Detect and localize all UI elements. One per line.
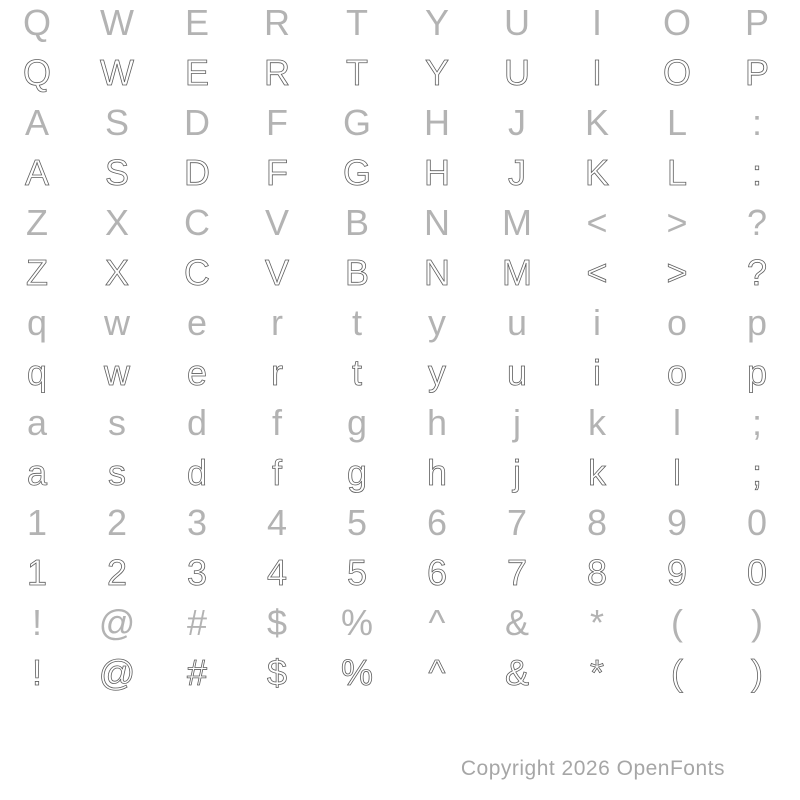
glyph-row bbox=[0, 648, 800, 698]
glyph-cell: y bbox=[428, 302, 446, 343]
glyph-cell: T bbox=[346, 2, 368, 43]
glyph-cell: P bbox=[744, 2, 769, 43]
glyph-cell: a bbox=[26, 452, 48, 493]
glyph-cell: ; bbox=[751, 402, 762, 443]
glyph-cell: ) bbox=[751, 652, 763, 693]
glyph-cell: k bbox=[588, 452, 606, 493]
glyph-cell: X bbox=[104, 252, 129, 293]
glyph-cell: i bbox=[593, 352, 601, 393]
glyph-cell: 1 bbox=[26, 502, 48, 543]
glyph-cell: f bbox=[271, 452, 282, 493]
glyph-cell: a bbox=[26, 402, 48, 443]
glyph-cell: k bbox=[588, 402, 606, 443]
glyph-row bbox=[0, 598, 800, 648]
glyph-cell: 6 bbox=[426, 552, 448, 593]
glyph-cell: e bbox=[186, 302, 208, 343]
glyph-cell: A bbox=[24, 152, 49, 193]
glyph-cell: 3 bbox=[186, 502, 208, 543]
glyph-cell: Y bbox=[424, 2, 449, 43]
glyph-cell: U bbox=[504, 52, 530, 93]
glyph-cell: o bbox=[666, 352, 688, 393]
glyph-cell: q bbox=[26, 302, 48, 343]
glyph-cell: 3 bbox=[186, 552, 208, 593]
glyph-cell: ! bbox=[31, 652, 42, 693]
glyph-cell: d bbox=[186, 402, 208, 443]
glyph-cell: ? bbox=[746, 252, 768, 293]
glyph-cell: 5 bbox=[346, 552, 368, 593]
glyph-cell: L bbox=[666, 102, 688, 143]
glyph-row bbox=[0, 448, 800, 498]
glyph-cell: $ bbox=[266, 602, 288, 643]
glyph-cell: H bbox=[424, 152, 450, 193]
glyph-cell: G bbox=[342, 152, 371, 193]
glyph-cell: K bbox=[584, 102, 609, 143]
glyph-cell: 7 bbox=[506, 502, 528, 543]
glyph-cell: I bbox=[591, 52, 602, 93]
glyph-cell: W bbox=[100, 52, 134, 93]
glyph-cell: @ bbox=[98, 652, 136, 693]
glyph-cell: ^ bbox=[428, 652, 446, 693]
glyph-cell: o bbox=[666, 302, 688, 343]
glyph-cell: i bbox=[593, 302, 601, 343]
glyph-cell: w bbox=[104, 352, 130, 393]
glyph-cell: < bbox=[586, 202, 608, 243]
glyph-row bbox=[0, 48, 800, 98]
glyph-cell: < bbox=[586, 252, 608, 293]
glyph-cell: f bbox=[271, 402, 282, 443]
glyph-cell: h bbox=[426, 402, 448, 443]
glyph-cell: 7 bbox=[506, 552, 528, 593]
glyph-cell: ) bbox=[751, 602, 763, 643]
glyph-cell: N bbox=[424, 202, 450, 243]
glyph-cell: 9 bbox=[666, 502, 688, 543]
glyph-cell: J bbox=[508, 152, 526, 193]
glyph-cell: j bbox=[513, 402, 521, 443]
glyph-cell: 5 bbox=[346, 502, 368, 543]
glyph-cell: & bbox=[504, 602, 529, 643]
glyph-cell: W bbox=[100, 2, 134, 43]
glyph-cell: S bbox=[104, 102, 129, 143]
glyph-cell: Z bbox=[26, 252, 48, 293]
glyph-cell: 6 bbox=[426, 502, 448, 543]
glyph-cell: S bbox=[104, 152, 129, 193]
glyph-cell: : bbox=[751, 102, 762, 143]
glyph-cell: G bbox=[342, 102, 371, 143]
glyph-cell: j bbox=[513, 452, 521, 493]
glyph-cell: Y bbox=[424, 52, 449, 93]
glyph-cell: t bbox=[351, 352, 362, 393]
glyph-cell: ( bbox=[671, 652, 683, 693]
glyph-cell: D bbox=[184, 152, 210, 193]
glyph-cell: 0 bbox=[746, 502, 768, 543]
glyph-row bbox=[0, 198, 800, 248]
glyph-cell: h bbox=[426, 452, 448, 493]
glyph-cell: p bbox=[746, 352, 768, 393]
glyph-cell: R bbox=[264, 2, 290, 43]
glyph-cell: ! bbox=[31, 602, 42, 643]
glyph-row bbox=[0, 548, 800, 598]
glyph-cell: u bbox=[506, 352, 528, 393]
glyph-cell: s bbox=[108, 402, 126, 443]
glyph-cell: V bbox=[264, 202, 289, 243]
glyph-cell: > bbox=[666, 202, 688, 243]
glyph-cell: A bbox=[24, 102, 49, 143]
glyph-cell: 8 bbox=[586, 502, 608, 543]
glyph-cell: 4 bbox=[266, 502, 288, 543]
glyph-cell: $ bbox=[266, 652, 288, 693]
glyph-cell: # bbox=[186, 602, 208, 643]
glyph-cell: M bbox=[502, 202, 532, 243]
glyph-row bbox=[0, 298, 800, 348]
glyph-cell: 1 bbox=[26, 552, 48, 593]
glyph-cell: ^ bbox=[428, 602, 446, 643]
glyph-row bbox=[0, 398, 800, 448]
glyph-cell: t bbox=[351, 302, 362, 343]
glyph-cell: I bbox=[591, 2, 602, 43]
glyph-cell: r bbox=[271, 302, 283, 343]
glyph-cell: X bbox=[104, 202, 129, 243]
glyph-cell: q bbox=[26, 352, 48, 393]
glyph-cell: ( bbox=[671, 602, 683, 643]
glyph-cell: V bbox=[264, 252, 289, 293]
glyph-cell: & bbox=[504, 652, 529, 693]
glyph-cell: E bbox=[184, 52, 209, 93]
glyph-row bbox=[0, 148, 800, 198]
glyph-cell: Q bbox=[22, 52, 51, 93]
glyph-row bbox=[0, 348, 800, 398]
glyph-cell: 8 bbox=[586, 552, 608, 593]
glyph-cell: % bbox=[340, 652, 373, 693]
glyph-cell: s bbox=[108, 452, 126, 493]
glyph-cell: * bbox=[589, 652, 604, 693]
glyph-cell: ; bbox=[751, 452, 762, 493]
glyph-cell: F bbox=[266, 152, 288, 193]
glyph-cell: O bbox=[662, 2, 691, 43]
glyph-cell: r bbox=[271, 352, 283, 393]
glyph-cell: P bbox=[744, 52, 769, 93]
glyph-cell: g bbox=[346, 402, 368, 443]
glyph-cell: T bbox=[346, 52, 368, 93]
glyph-cell: M bbox=[502, 252, 532, 293]
glyph-cell: Q bbox=[22, 2, 51, 43]
glyph-cell: * bbox=[589, 602, 604, 643]
glyph-cell: N bbox=[424, 252, 450, 293]
glyph-cell: p bbox=[746, 302, 768, 343]
glyph-cell: Z bbox=[26, 202, 48, 243]
glyph-cell: 2 bbox=[106, 502, 128, 543]
glyph-row bbox=[0, 498, 800, 548]
glyph-cell: 0 bbox=[746, 552, 768, 593]
glyph-cell: d bbox=[186, 452, 208, 493]
glyph-cell: B bbox=[344, 252, 369, 293]
glyph-cell: 9 bbox=[666, 552, 688, 593]
glyph-cell: @ bbox=[98, 602, 136, 643]
glyph-cell: 2 bbox=[106, 552, 128, 593]
glyph-row bbox=[0, 248, 800, 298]
glyph-cell: E bbox=[184, 2, 209, 43]
glyph-cell: : bbox=[751, 152, 762, 193]
copyright-text: Copyright 2026 OpenFonts bbox=[460, 757, 725, 780]
glyph-row bbox=[0, 98, 800, 148]
glyph-cell: % bbox=[340, 602, 373, 643]
glyph-cell: y bbox=[428, 352, 446, 393]
glyph-cell: H bbox=[424, 102, 450, 143]
glyph-cell: O bbox=[662, 52, 691, 93]
glyph-cell: u bbox=[506, 302, 528, 343]
glyph-cell: l bbox=[673, 402, 681, 443]
glyph-cell: R bbox=[264, 52, 290, 93]
glyph-cell: L bbox=[666, 152, 688, 193]
glyph-cell: 4 bbox=[266, 552, 288, 593]
glyph-cell: J bbox=[508, 102, 526, 143]
glyph-cell: C bbox=[184, 202, 210, 243]
glyph-cell: # bbox=[186, 652, 208, 693]
glyph-cell: U bbox=[504, 2, 530, 43]
glyph-row bbox=[0, 0, 800, 48]
glyph-cell: B bbox=[344, 202, 369, 243]
glyph-cell: e bbox=[186, 352, 208, 393]
glyph-cell: ? bbox=[746, 202, 768, 243]
glyph-cell: > bbox=[666, 252, 688, 293]
glyph-cell: D bbox=[184, 102, 210, 143]
glyph-cell: g bbox=[346, 452, 368, 493]
glyph-cell: l bbox=[673, 452, 681, 493]
glyph-cell: C bbox=[184, 252, 210, 293]
glyph-cell: K bbox=[584, 152, 609, 193]
glyph-cell: F bbox=[266, 102, 288, 143]
glyph-cell: w bbox=[104, 302, 130, 343]
